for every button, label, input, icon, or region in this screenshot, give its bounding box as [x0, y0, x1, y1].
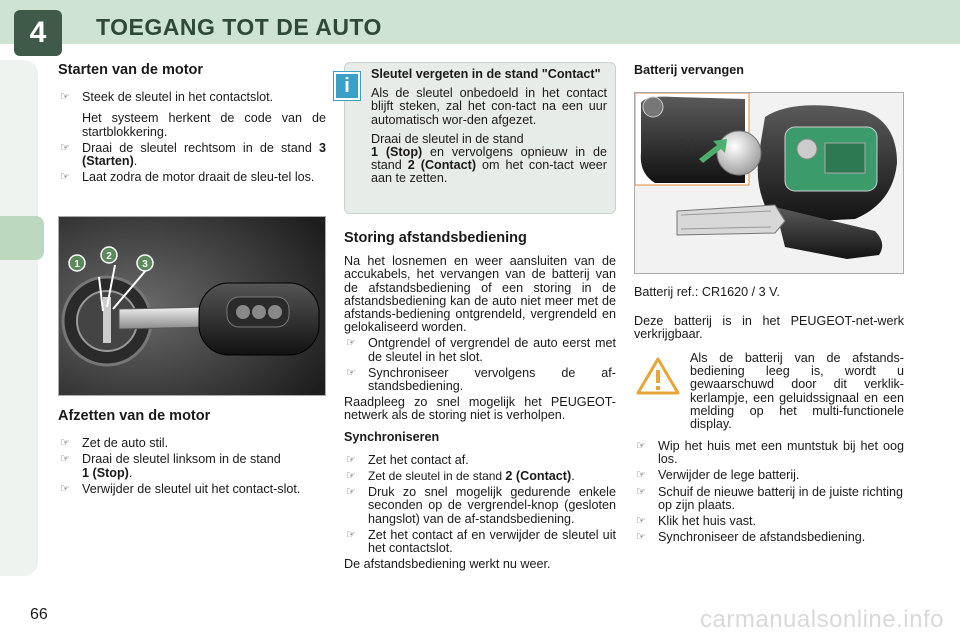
right-steps: [634, 440, 904, 547]
middle-column: [344, 232, 616, 574]
hand-pointer-icon: ☞: [346, 453, 356, 466]
hand-pointer-icon: ☞: [636, 440, 646, 452]
step-text: Klik het huis vast.: [658, 514, 756, 529]
battery-title: Batterij vervangen: [634, 63, 744, 77]
step-text: Synchroniseer de afstandsbediening.: [658, 530, 866, 545]
step-bold: 2 (Contact): [505, 469, 572, 484]
info-paragraph: [371, 133, 607, 186]
hand-pointer-icon: ☞: [60, 437, 70, 450]
sync-title: Synchroniseren: [344, 429, 440, 444]
list-item: [344, 367, 616, 393]
hand-pointer-icon: ☞: [346, 486, 356, 499]
hand-pointer-icon: ☞: [60, 141, 70, 154]
hand-pointer-icon: ☞: [636, 531, 646, 544]
hand-pointer-icon: ☞: [60, 453, 70, 466]
info-bold: 1 (Stop): [371, 145, 423, 160]
step-text: Druk zo snel mogelijk gedurende enkele seconden op de vergrendel-knop (gesloten hangslot) van de af-standsbediening.: [368, 485, 616, 526]
label-2: 2: [106, 251, 112, 262]
step-text: Zet het contact af en verwijder de sleutel uit het contactslot.: [368, 527, 616, 556]
step-text: Draai de sleutel linksom in de stand: [82, 452, 281, 467]
list-item: [58, 91, 326, 139]
side-strip: [0, 60, 38, 576]
list-item: ☞ Draai de sleutel linksom in de stand 1 (Stop).: [60, 452, 281, 480]
step-text: Verwijder de sleutel uit het contact-slot.: [82, 481, 301, 496]
list-item: [634, 469, 904, 482]
step-text: Verwijder de lege batterij.: [658, 468, 800, 483]
hand-pointer-icon: ☞: [60, 91, 70, 104]
left-column: [58, 64, 326, 187]
page-title: TOEGANG TOT DE AUTO: [96, 14, 382, 40]
hand-pointer-icon: ☞: [346, 366, 356, 379]
label-3: 3: [142, 259, 148, 270]
step-text: Zet het contact af.: [368, 452, 469, 467]
list-item: [344, 454, 616, 467]
step-bold: 3 (Starten): [82, 140, 326, 169]
step-text: Wip het huis met een muntstuk bij het oog los.: [658, 439, 904, 467]
right-column: [634, 286, 904, 352]
hand-pointer-icon: ☞: [636, 469, 646, 482]
list-item: [634, 515, 904, 528]
info-text: om het con-tact weer aan te zetten.: [371, 158, 607, 186]
step-text: Schuif de nieuwe batterij in de juiste richting op zijn plaats.: [658, 484, 904, 512]
hand-pointer-icon: ☞: [346, 470, 356, 483]
list-item: [58, 171, 326, 184]
hand-pointer-icon: ☞: [636, 485, 646, 498]
info-icon: i: [334, 72, 360, 100]
chapter-number: 4: [14, 10, 62, 56]
list-item: [58, 437, 326, 450]
info-text: Draai de sleutel in de stand: [371, 131, 524, 146]
list-item: [344, 529, 616, 555]
step-text: Zet de sleutel in de stand: [368, 469, 506, 484]
list-item: [344, 486, 616, 526]
info-text: en vervolgens opnieuw in de stand: [371, 145, 607, 173]
remote-consult: Raadpleeg zo snel mogelijk het PEUGEOT-netwerk als de storing niet is verholpen.: [344, 395, 616, 423]
sync-end: De afstandsbediening werkt nu weer.: [344, 557, 551, 572]
list-item: [634, 440, 904, 466]
list-item: [344, 337, 616, 363]
right-column-title: [634, 64, 904, 87]
hand-pointer-icon: ☞: [60, 482, 70, 495]
list-item: ☞ Draai de sleutel rechtsom in de stand 3 (Starten).: [60, 140, 326, 169]
battery-avail: Deze batterij is in het PEUGEOT-net-werk verkrijgbaar.: [634, 314, 904, 342]
info-bold: 2 (Contact): [407, 158, 477, 173]
list-item: [634, 531, 904, 544]
hand-pointer-icon: ☞: [346, 528, 356, 541]
hand-pointer-icon: ☞: [636, 515, 646, 528]
hand-pointer-icon: ☞: [346, 337, 356, 350]
step-text: Laat zodra de motor draait de sleu-tel los.: [82, 170, 315, 185]
label-1: 1: [74, 259, 80, 270]
left-column-stop: [58, 410, 326, 499]
side-tab[interactable]: [0, 216, 44, 260]
step-text: Draai de sleutel rechtsom in de stand: [82, 140, 319, 155]
info-paragraph: Als de sleutel onbedoeld in het contact blijft steken, zal het con-tact na een uur automatisch wor-den afgezet.: [371, 86, 607, 127]
step-note: Het systeem herkent de code van de startblokkering.: [82, 111, 326, 139]
step-text: Steek de sleutel in het contactslot.: [82, 90, 274, 105]
remote-title: Storing afstandsbediening: [344, 230, 527, 246]
ignition-illustration: [58, 216, 326, 396]
info-box: [344, 62, 616, 214]
info-title: Sleutel vergeten in de stand "Contact": [371, 67, 601, 81]
start-title: Starten van de motor: [58, 62, 204, 78]
warning-icon: [636, 356, 680, 396]
step-text: Zet de auto stil.: [82, 436, 169, 451]
watermark: carmanualsonline.info: [700, 606, 944, 633]
list-item: [634, 486, 904, 512]
list-item: [58, 483, 326, 496]
list-item: ☞ Zet de sleutel in de stand 2 (Contact).: [346, 469, 575, 484]
remote-intro: Na het losnemen en weer aansluiten van de accukabels, het vervangen van de batterij van de afstandsbediening of een storing in de afstandsbediening kan de auto niet meer met de afstands-bediening ontgrendeld, vergrendeld en gelokaliseerd worden.: [344, 254, 616, 335]
warning-text: Als de batterij van de afstands-bediening leeg is, wordt u gewaarschuwd door dit verklik-kerlampje, een geluidssignaal en een melding op het multi-functionele display.: [690, 351, 904, 432]
battery-illustration: [634, 92, 904, 274]
step-text: Synchroniseer vervolgens de af-standsbediening.: [368, 365, 616, 394]
stop-title: Afzetten van de motor: [58, 408, 211, 424]
step-text: Ontgrendel of vergrendel de auto eerst met de sleutel in het slot.: [368, 336, 616, 364]
battery-ref: Batterij ref.: CR1620 / 3 V.: [634, 285, 780, 299]
step-bold: 1 (Stop): [82, 465, 129, 480]
hand-pointer-icon: ☞: [60, 171, 70, 184]
page-number: 66: [30, 606, 48, 623]
